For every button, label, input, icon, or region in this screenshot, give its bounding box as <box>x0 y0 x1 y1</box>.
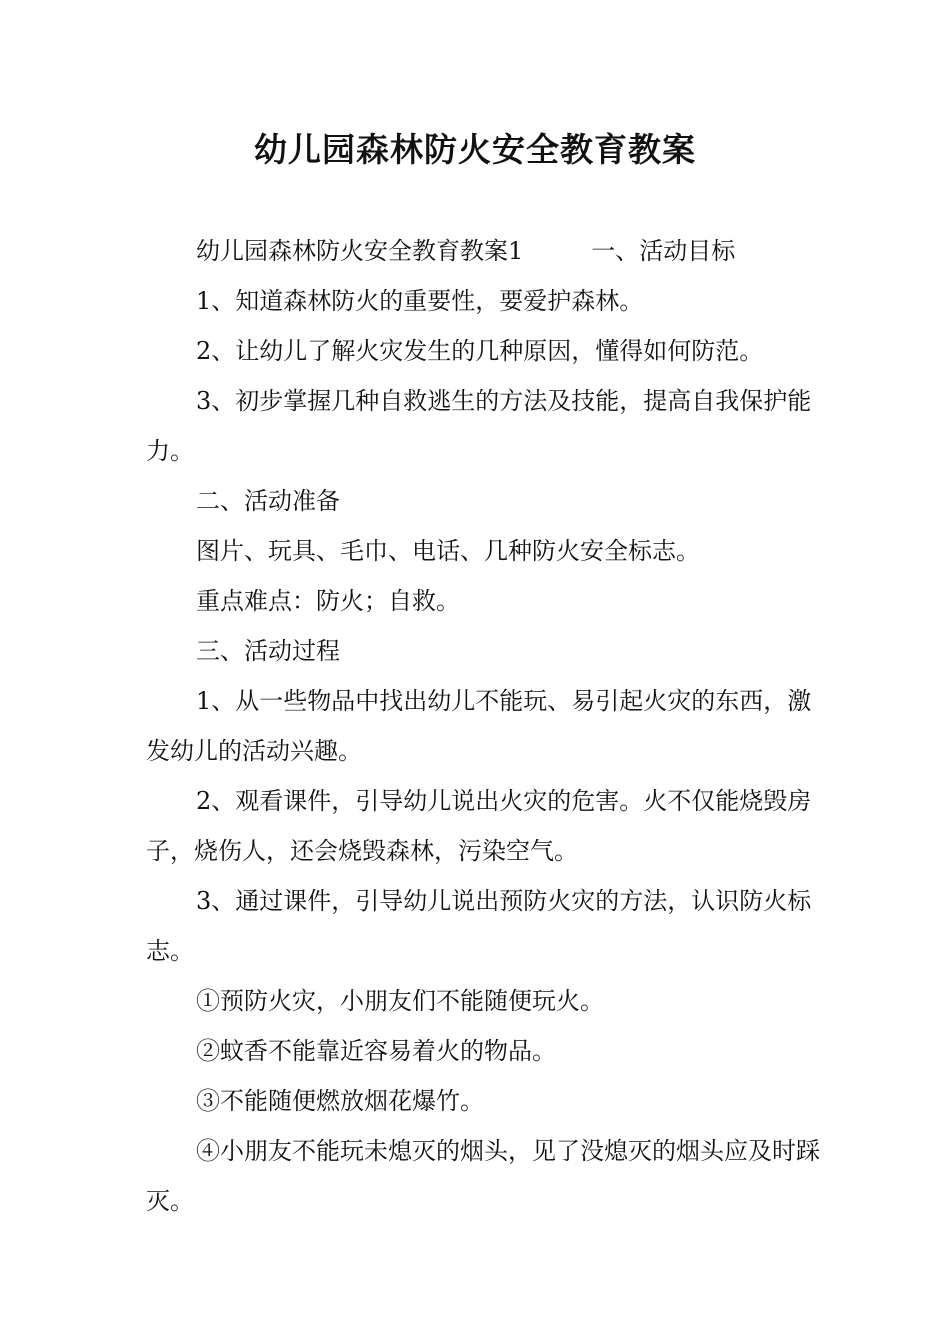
section-heading-process: 三、活动过程 <box>196 637 340 665</box>
paragraph: 1、从一些物品中找出幼儿不能玩、易引起火灾的东西，激发幼儿的活动兴趣。 <box>146 687 812 765</box>
list-item: ①预防火灾，小朋友们不能随便玩火。 <box>196 987 604 1015</box>
document-title: 幼儿园森林防火安全教育教案 <box>254 130 696 169</box>
section-heading-goals: 一、活动目标 <box>591 237 736 265</box>
list-item: ④小朋友不能玩未熄灭的烟头，见了没熄灭的烟头应及时踩灭。 <box>146 1137 820 1215</box>
paragraph: 3、通过课件，引导幼儿说出预防火灾的方法，认识防火标志。 <box>146 887 812 965</box>
paragraph: 3、初步掌握几种自救逃生的方法及技能，提高自我保护能力。 <box>146 387 812 465</box>
paragraph: 1、知道森林防火的重要性，要爱护森林。 <box>196 287 644 315</box>
paragraph: 图片、玩具、毛巾、电话、几种防火安全标志。 <box>196 537 700 565</box>
section-heading-preparation: 二、活动准备 <box>196 487 340 515</box>
paragraph: 2、让幼儿了解火灾发生的几种原因，懂得如何防范。 <box>196 337 764 365</box>
paragraph: 2、观看课件，引导幼儿说出火灾的危害。火不仅能烧毁房子，烧伤人，还会烧毁森林，污染空气。 <box>146 787 812 865</box>
intro-line <box>146 226 826 276</box>
paragraph: 重点难点：防火；自救。 <box>196 587 460 615</box>
list-item: ②蚊香不能靠近容易着火的物品。 <box>196 1037 556 1065</box>
intro-label: 幼儿园森林防火安全教育教案1 <box>196 237 524 265</box>
list-item: ③不能随便燃放烟花爆竹。 <box>196 1087 484 1115</box>
document-body <box>146 226 826 1226</box>
